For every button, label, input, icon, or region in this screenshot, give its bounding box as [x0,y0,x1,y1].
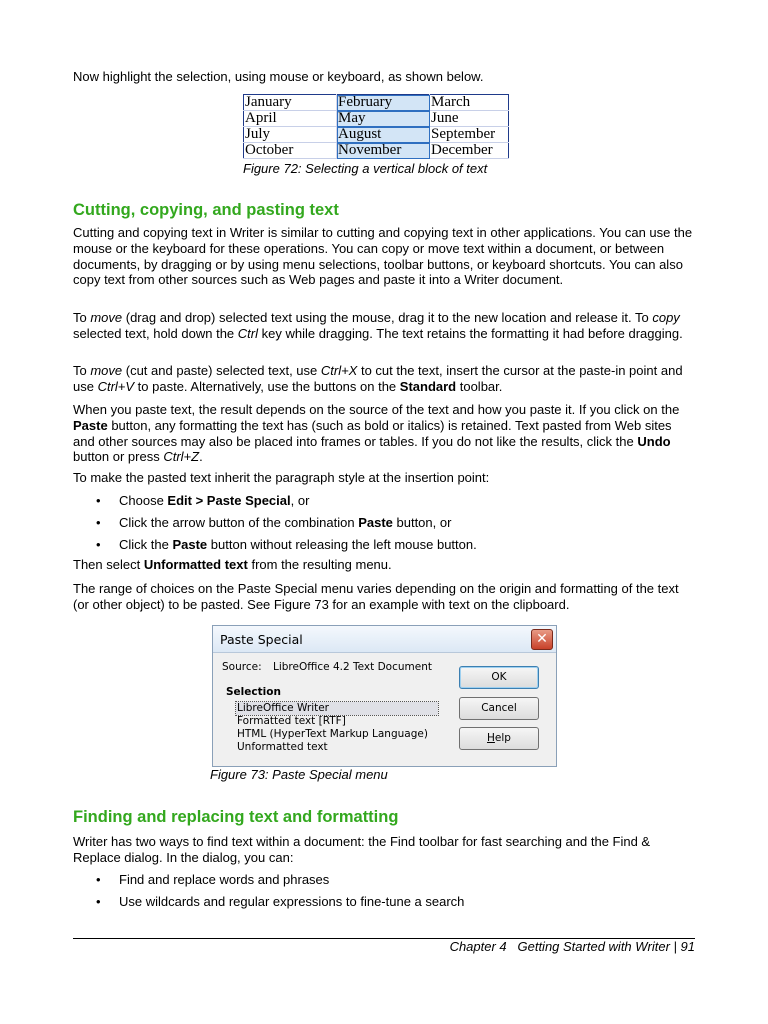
table-row [244,95,509,111]
list-item: • Find and replace words and phrases [96,872,330,887]
find-capabilities-list [73,872,695,910]
list-item[interactable]: LibreOffice Writer [236,702,438,715]
table-cell[interactable]: March [430,95,509,111]
paste-special-dialog [212,625,557,767]
dialog-titlebar [213,626,556,653]
list-item: • Choose Edit > Paste Special, or [96,493,310,508]
list-item[interactable]: Unformatted text [237,741,328,753]
dialog-title: Paste Special [220,632,303,647]
table-cell[interactable]: May [337,111,430,127]
paragraph-paste-result: When you paste text, the result depends on the source of the text and how you paste it. If you click on the Paste button, any formatting the text has (such as bold or italics) is retained. Text pasted from Web sites and other sources may also be placed into frames or tables. If you do not like the results, click the Undo button or press Ctrl+Z. [73,402,680,465]
table-row [244,143,509,159]
paste-options-list [73,493,695,552]
paragraph-cut-paste: To move (cut and paste) selected text, use Ctrl+X to cut the text, insert the cursor at the paste-in point and use Ctrl+V to paste. Alternatively, use the buttons on the Standard toolbar. [73,363,683,394]
list-item: • Click the Paste button without releasing the left mouse button. [96,536,477,552]
table-row [244,111,509,127]
table-cell[interactable]: December [430,143,509,159]
source-value: LibreOffice 4.2 Text Document [273,661,432,673]
ok-button[interactable]: OK [459,666,539,689]
table-cell[interactable]: November [337,143,430,159]
list-item[interactable]: HTML (HyperText Markup Language) [237,728,428,740]
heading-cutting-copying-pasting: Cutting, copying, and pasting text [73,201,339,219]
months-table [243,94,509,159]
selection-list[interactable] [236,702,438,754]
paragraph-drag-drop: To move (drag and drop) selected text using the mouse, drag it to the new location and release it. To copy selected text, hold down the Ctrl key while dragging. The text retains the formatting it had before dragging. [73,310,683,341]
paragraph-find-intro: Writer has two ways to find text within a document: the Find toolbar for fast searching and the Find & Replace dialog. In the dialog, you can: [73,834,651,865]
page-footer: Chapter 4 Getting Started with Writer | 91 [449,939,695,954]
close-icon[interactable]: ✕ [531,629,553,650]
table-cell[interactable]: February [337,95,430,111]
table-cell[interactable]: July [244,127,337,143]
cancel-button[interactable]: Cancel [459,697,539,720]
paragraph-cut-copy-intro: Cutting and copying text in Writer is similar to cutting and copying text in other applications. You can use the mouse or the keyboard for these operations. You can copy or move text within a document, or between documents, by dragging or by using menu selections, toolbar buttons, or keyboard shortcuts. You can also copy text from other sources such as Web pages and paste it into a Writer document. [73,225,693,288]
paragraph-inherit-style: To make the pasted text inherit the paragraph style at the insertion point: [73,470,490,485]
heading-finding-replacing: Finding and replacing text and formatting [73,808,399,826]
table-cell[interactable]: January [244,95,337,111]
table-cell[interactable]: October [244,143,337,159]
table-cell[interactable]: August [337,127,430,143]
help-button[interactable]: Help [459,727,539,750]
intro-text: Now highlight the selection, using mouse or keyboard, as shown below. [73,69,484,84]
list-item: • Use wildcards and regular expressions to fine-tune a search [96,893,465,909]
figure-72-caption: Figure 72: Selecting a vertical block of text [243,161,488,176]
table-cell[interactable]: June [430,111,509,127]
table-cell[interactable]: April [244,111,337,127]
figure-73-caption: Figure 73: Paste Special menu [210,767,388,782]
table-cell[interactable]: September [430,127,509,143]
table-row [244,127,509,143]
paragraph-then-select: Then select Unformatted text from the resulting menu. [73,557,392,572]
list-item: • Click the arrow button of the combination Paste button, or [96,514,452,530]
paragraph-range-choices: The range of choices on the Paste Special menu varies depending on the origin and formatting of the text (or other object) to be pasted. See Figure 73 for an example with text on the clipboard. [73,581,679,612]
list-item[interactable]: Formatted text [RTF] [237,715,346,727]
selection-label: Selection [226,686,281,698]
source-label: Source: [222,661,262,673]
